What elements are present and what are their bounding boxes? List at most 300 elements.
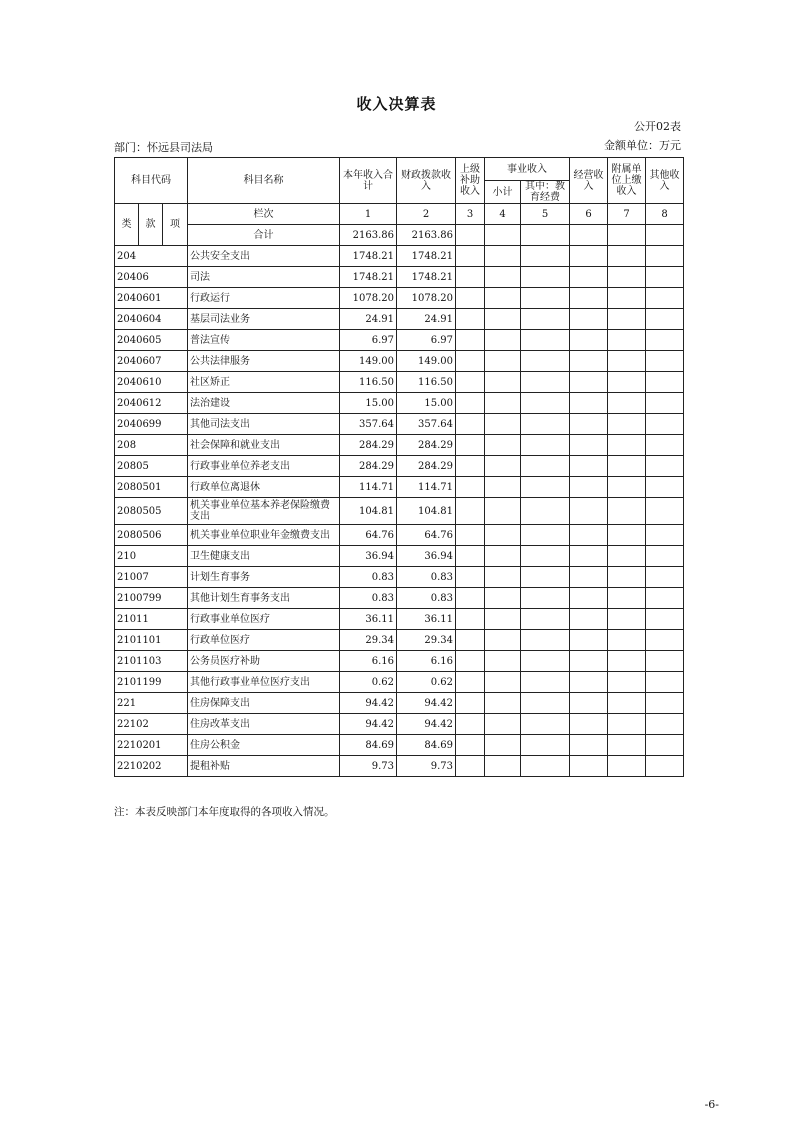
col-num: 3: [456, 204, 485, 225]
row-name: 计划生育事务: [188, 567, 340, 588]
table-row: [115, 588, 684, 609]
row-fiscal: 284.29: [397, 435, 456, 456]
empty-cell: [608, 693, 646, 714]
row-name: 行政事业单位养老支出: [188, 456, 340, 477]
empty-cell: [456, 756, 485, 777]
row-name: 行政事业单位医疗: [188, 609, 340, 630]
empty-cell: [608, 477, 646, 498]
table-row: [115, 609, 684, 630]
empty-cell: [485, 288, 521, 309]
empty-cell: [456, 309, 485, 330]
empty-cell: [456, 588, 485, 609]
empty-cell: [570, 630, 608, 651]
row-name: 其他计划生育事务支出: [188, 588, 340, 609]
row-name: 普法宣传: [188, 330, 340, 351]
row-fiscal: 29.34: [397, 630, 456, 651]
footnote: 注：本表反映部门本年度取得的各项收入情况。: [114, 806, 335, 818]
empty-cell: [485, 714, 521, 735]
empty-cell: [521, 588, 570, 609]
unit-label: 金额单位：万元: [604, 139, 681, 152]
col-num: 1: [340, 204, 397, 225]
empty-cell: [521, 525, 570, 546]
row-name: 机关事业单位基本养老保险缴费支出: [188, 498, 340, 525]
row-code: 2080506: [115, 525, 188, 546]
header-operating: 经营收入: [570, 158, 608, 204]
table-row: [115, 756, 684, 777]
empty-cell: [521, 714, 570, 735]
empty-cell: [646, 330, 684, 351]
row-total: 15.00: [340, 393, 397, 414]
empty-cell: [485, 588, 521, 609]
row-code: 2080501: [115, 477, 188, 498]
page-number: -6-: [704, 1098, 719, 1111]
header-fiscal: 财政拨款收入: [397, 158, 456, 204]
empty-cell: [485, 477, 521, 498]
empty-cell: [646, 435, 684, 456]
empty-cell: [608, 330, 646, 351]
row-code: 2040601: [115, 288, 188, 309]
table-row: [115, 372, 684, 393]
row-code: 2040607: [115, 351, 188, 372]
row-fiscal: 1078.20: [397, 288, 456, 309]
row-total: 36.11: [340, 609, 397, 630]
table-row: [115, 288, 684, 309]
table-row: [115, 414, 684, 435]
empty-cell: [608, 525, 646, 546]
page-title: 收入决算表: [356, 95, 437, 113]
empty-cell: [570, 756, 608, 777]
row-total: 94.42: [340, 693, 397, 714]
header-heji: 合计: [188, 225, 340, 246]
row-fiscal: 94.42: [397, 714, 456, 735]
empty-cell: [456, 393, 485, 414]
empty-cell: [570, 456, 608, 477]
row-total: 84.69: [340, 735, 397, 756]
col-num: 2: [397, 204, 456, 225]
table-row: [115, 435, 684, 456]
empty-cell: [456, 267, 485, 288]
empty-cell: [608, 435, 646, 456]
empty-cell: [456, 567, 485, 588]
col-num: 5: [521, 204, 570, 225]
empty-cell: [485, 330, 521, 351]
empty-cell: [646, 456, 684, 477]
empty-cell: [608, 267, 646, 288]
row-code: 204: [115, 246, 188, 267]
empty-cell: [521, 393, 570, 414]
empty-cell: [608, 546, 646, 567]
row-name: 机关事业单位职业年金缴费支出: [188, 525, 340, 546]
row-fiscal: 36.94: [397, 546, 456, 567]
table-row: [115, 267, 684, 288]
empty-cell: [456, 414, 485, 435]
empty-cell: [608, 651, 646, 672]
empty-cell: [456, 546, 485, 567]
col-num: 6: [570, 204, 608, 225]
empty-cell: [570, 414, 608, 435]
empty-cell: [570, 588, 608, 609]
empty-cell: [646, 477, 684, 498]
header-lei: 类: [115, 204, 139, 246]
row-code: 2040699: [115, 414, 188, 435]
empty-cell: [570, 267, 608, 288]
empty-cell: [521, 351, 570, 372]
row-code: 2080505: [115, 498, 188, 525]
empty-cell: [608, 735, 646, 756]
empty-cell: [456, 525, 485, 546]
row-code: 2040610: [115, 372, 188, 393]
empty-cell: [608, 630, 646, 651]
row-total: 116.50: [340, 372, 397, 393]
row-fiscal: 1748.21: [397, 246, 456, 267]
empty-cell: [485, 414, 521, 435]
table-row: [115, 456, 684, 477]
row-name: 其他司法支出: [188, 414, 340, 435]
row-total: 9.73: [340, 756, 397, 777]
empty-cell: [570, 525, 608, 546]
empty-cell: [485, 735, 521, 756]
row-fiscal: 357.64: [397, 414, 456, 435]
header-sub-total: 小计: [485, 181, 521, 204]
empty-cell: [570, 693, 608, 714]
empty-cell: [608, 246, 646, 267]
empty-cell: [570, 735, 608, 756]
row-name: 公务员医疗补助: [188, 651, 340, 672]
row-code: 2040612: [115, 393, 188, 414]
empty-cell: [646, 567, 684, 588]
row-code: 2210201: [115, 735, 188, 756]
row-total: 104.81: [340, 498, 397, 525]
empty-cell: [646, 588, 684, 609]
row-name: 住房改革支出: [188, 714, 340, 735]
empty-cell: [456, 498, 485, 525]
row-name: 行政单位离退休: [188, 477, 340, 498]
row-total: 0.83: [340, 588, 397, 609]
empty-cell: [646, 372, 684, 393]
row-fiscal: 6.97: [397, 330, 456, 351]
row-fiscal: 24.91: [397, 309, 456, 330]
empty-cell: [570, 651, 608, 672]
row-name: 公共安全支出: [188, 246, 340, 267]
row-total: 114.71: [340, 477, 397, 498]
empty-cell: [521, 651, 570, 672]
empty-cell: [485, 456, 521, 477]
empty-cell: [570, 546, 608, 567]
empty-cell: [608, 672, 646, 693]
empty-cell: [521, 456, 570, 477]
empty-cell: [485, 651, 521, 672]
row-code: 208: [115, 435, 188, 456]
row-code: 2040604: [115, 309, 188, 330]
empty-cell: [608, 456, 646, 477]
empty-cell: [570, 372, 608, 393]
table-row: [115, 477, 684, 498]
empty-cell: [608, 588, 646, 609]
empty-cell: [456, 609, 485, 630]
empty-cell: [485, 393, 521, 414]
table-row: [115, 246, 684, 267]
row-code: 2210202: [115, 756, 188, 777]
col-num: 8: [646, 204, 684, 225]
row-name: 卫生健康支出: [188, 546, 340, 567]
empty-cell: [646, 756, 684, 777]
empty-cell: [485, 309, 521, 330]
empty-cell: [485, 267, 521, 288]
row-fiscal: 104.81: [397, 498, 456, 525]
table-row: [115, 546, 684, 567]
row-fiscal: 9.73: [397, 756, 456, 777]
table-row: [115, 672, 684, 693]
row-total: 29.34: [340, 630, 397, 651]
header-sub-edu: 其中：教育经费: [521, 181, 570, 204]
empty-cell: [570, 435, 608, 456]
row-code: 20406: [115, 267, 188, 288]
header-code: 科目代码: [115, 158, 188, 204]
row-name: 社区矫正: [188, 372, 340, 393]
empty-cell: [646, 714, 684, 735]
row-total: 64.76: [340, 525, 397, 546]
table-row: [115, 525, 684, 546]
empty-cell: [608, 714, 646, 735]
empty-cell: [608, 288, 646, 309]
empty-cell: [456, 435, 485, 456]
table-row: [115, 351, 684, 372]
empty-cell: [485, 609, 521, 630]
empty-cell: [456, 672, 485, 693]
row-fiscal: 94.42: [397, 693, 456, 714]
row-name: 提租补贴: [188, 756, 340, 777]
empty-cell: [608, 414, 646, 435]
empty-cell: [608, 372, 646, 393]
table-row: [115, 393, 684, 414]
row-name: 司法: [188, 267, 340, 288]
empty-cell: [521, 672, 570, 693]
row-fiscal: 116.50: [397, 372, 456, 393]
row-code: 221: [115, 693, 188, 714]
empty-cell: [608, 609, 646, 630]
empty-cell: [646, 246, 684, 267]
empty-cell: [456, 714, 485, 735]
empty-cell: [646, 498, 684, 525]
empty-cell: [456, 651, 485, 672]
empty-cell: [485, 693, 521, 714]
row-code: 20805: [115, 456, 188, 477]
empty-cell: [485, 435, 521, 456]
row-name: 社会保障和就业支出: [188, 435, 340, 456]
empty-cell: [570, 288, 608, 309]
empty-cell: [646, 288, 684, 309]
empty-cell: [646, 351, 684, 372]
empty-cell: [521, 372, 570, 393]
row-fiscal: 0.83: [397, 567, 456, 588]
col-num: 4: [485, 204, 521, 225]
row-total: 149.00: [340, 351, 397, 372]
empty-cell: [570, 351, 608, 372]
row-name: 基层司法业务: [188, 309, 340, 330]
empty-cell: [456, 351, 485, 372]
row-fiscal: 149.00: [397, 351, 456, 372]
empty-cell: [646, 546, 684, 567]
row-code: 2101101: [115, 630, 188, 651]
empty-cell: [608, 351, 646, 372]
empty-cell: [646, 609, 684, 630]
empty-cell: [456, 735, 485, 756]
header-xiang: 项: [163, 204, 188, 246]
empty-cell: [646, 651, 684, 672]
row-name: 行政运行: [188, 288, 340, 309]
row-fiscal: 84.69: [397, 735, 456, 756]
empty-cell: [608, 309, 646, 330]
header-lanci: 栏次: [188, 204, 340, 225]
empty-cell: [646, 672, 684, 693]
empty-cell: [608, 498, 646, 525]
empty-cell: [485, 372, 521, 393]
empty-cell: [521, 630, 570, 651]
table-row: [115, 714, 684, 735]
table-row: [115, 309, 684, 330]
row-total: 6.16: [340, 651, 397, 672]
row-fiscal: 1748.21: [397, 267, 456, 288]
row-fiscal: 6.16: [397, 651, 456, 672]
empty-cell: [646, 414, 684, 435]
empty-cell: [521, 498, 570, 525]
empty-cell: [485, 525, 521, 546]
row-total: 284.29: [340, 456, 397, 477]
row-fiscal: 0.62: [397, 672, 456, 693]
row-code: 2100799: [115, 588, 188, 609]
empty-cell: [608, 567, 646, 588]
empty-cell: [646, 525, 684, 546]
row-code: 22102: [115, 714, 188, 735]
empty-cell: [485, 672, 521, 693]
form-number: 公开02表: [634, 120, 681, 133]
row-fiscal: 15.00: [397, 393, 456, 414]
empty-cell: [608, 393, 646, 414]
row-total: 24.91: [340, 309, 397, 330]
empty-cell: [570, 672, 608, 693]
row-total: 6.97: [340, 330, 397, 351]
empty-cell: [521, 267, 570, 288]
empty-cell: [456, 477, 485, 498]
empty-cell: [570, 498, 608, 525]
empty-cell: [456, 456, 485, 477]
empty-cell: [456, 693, 485, 714]
empty-cell: [608, 756, 646, 777]
row-code: 2040605: [115, 330, 188, 351]
empty-cell: [570, 567, 608, 588]
empty-cell: [521, 546, 570, 567]
row-code: 2101199: [115, 672, 188, 693]
empty-cell: [646, 735, 684, 756]
row-code: 21011: [115, 609, 188, 630]
col-num: 7: [608, 204, 646, 225]
row-code: 21007: [115, 567, 188, 588]
income-table: [114, 157, 684, 777]
header-superior: 上级补助收入: [456, 158, 485, 204]
empty-cell: [570, 393, 608, 414]
empty-cell: [456, 330, 485, 351]
empty-cell: [521, 246, 570, 267]
empty-cell: [521, 735, 570, 756]
row-fiscal: 36.11: [397, 609, 456, 630]
header-affiliated: 附属单位上缴收入: [608, 158, 646, 204]
header-other: 其他收入: [646, 158, 684, 204]
empty-cell: [521, 330, 570, 351]
table-row: [115, 567, 684, 588]
empty-cell: [456, 288, 485, 309]
row-name: 住房公积金: [188, 735, 340, 756]
empty-cell: [570, 330, 608, 351]
header-total: 本年收入合计: [340, 158, 397, 204]
row-total: 36.94: [340, 546, 397, 567]
table-row: [115, 735, 684, 756]
empty-cell: [521, 435, 570, 456]
department-label: 部门：怀远县司法局: [114, 141, 213, 154]
table-row: [115, 651, 684, 672]
empty-cell: [485, 351, 521, 372]
row-name: 住房保障支出: [188, 693, 340, 714]
empty-cell: [521, 288, 570, 309]
row-fiscal: 284.29: [397, 456, 456, 477]
row-name: 公共法律服务: [188, 351, 340, 372]
row-name: 法治建设: [188, 393, 340, 414]
header-business: 事业收入: [485, 158, 570, 181]
empty-cell: [485, 630, 521, 651]
row-total: 284.29: [340, 435, 397, 456]
empty-cell: [646, 693, 684, 714]
empty-cell: [521, 414, 570, 435]
row-name: 其他行政事业单位医疗支出: [188, 672, 340, 693]
row-fiscal: 64.76: [397, 525, 456, 546]
row-total: 0.83: [340, 567, 397, 588]
empty-cell: [485, 756, 521, 777]
row-total: 94.42: [340, 714, 397, 735]
empty-cell: [570, 309, 608, 330]
empty-cell: [456, 630, 485, 651]
empty-cell: [485, 567, 521, 588]
empty-cell: [521, 477, 570, 498]
empty-cell: [570, 609, 608, 630]
empty-cell: [485, 546, 521, 567]
empty-cell: [646, 393, 684, 414]
heji-total: 2163.86: [340, 225, 397, 246]
empty-cell: [485, 246, 521, 267]
empty-cell: [521, 567, 570, 588]
empty-cell: [456, 246, 485, 267]
empty-cell: [570, 714, 608, 735]
row-total: 357.64: [340, 414, 397, 435]
table-row: [115, 330, 684, 351]
empty-cell: [646, 309, 684, 330]
empty-cell: [521, 756, 570, 777]
empty-cell: [646, 630, 684, 651]
empty-cell: [456, 372, 485, 393]
row-total: 1748.21: [340, 246, 397, 267]
row-total: 1748.21: [340, 267, 397, 288]
empty-cell: [570, 246, 608, 267]
empty-cell: [646, 267, 684, 288]
empty-cell: [521, 309, 570, 330]
row-total: 1078.20: [340, 288, 397, 309]
heji-fiscal: 2163.86: [397, 225, 456, 246]
row-fiscal: 114.71: [397, 477, 456, 498]
row-name: 行政单位医疗: [188, 630, 340, 651]
header-name: 科目名称: [188, 158, 340, 204]
empty-cell: [570, 477, 608, 498]
row-code: 210: [115, 546, 188, 567]
table-row: [115, 630, 684, 651]
row-code: 2101103: [115, 651, 188, 672]
